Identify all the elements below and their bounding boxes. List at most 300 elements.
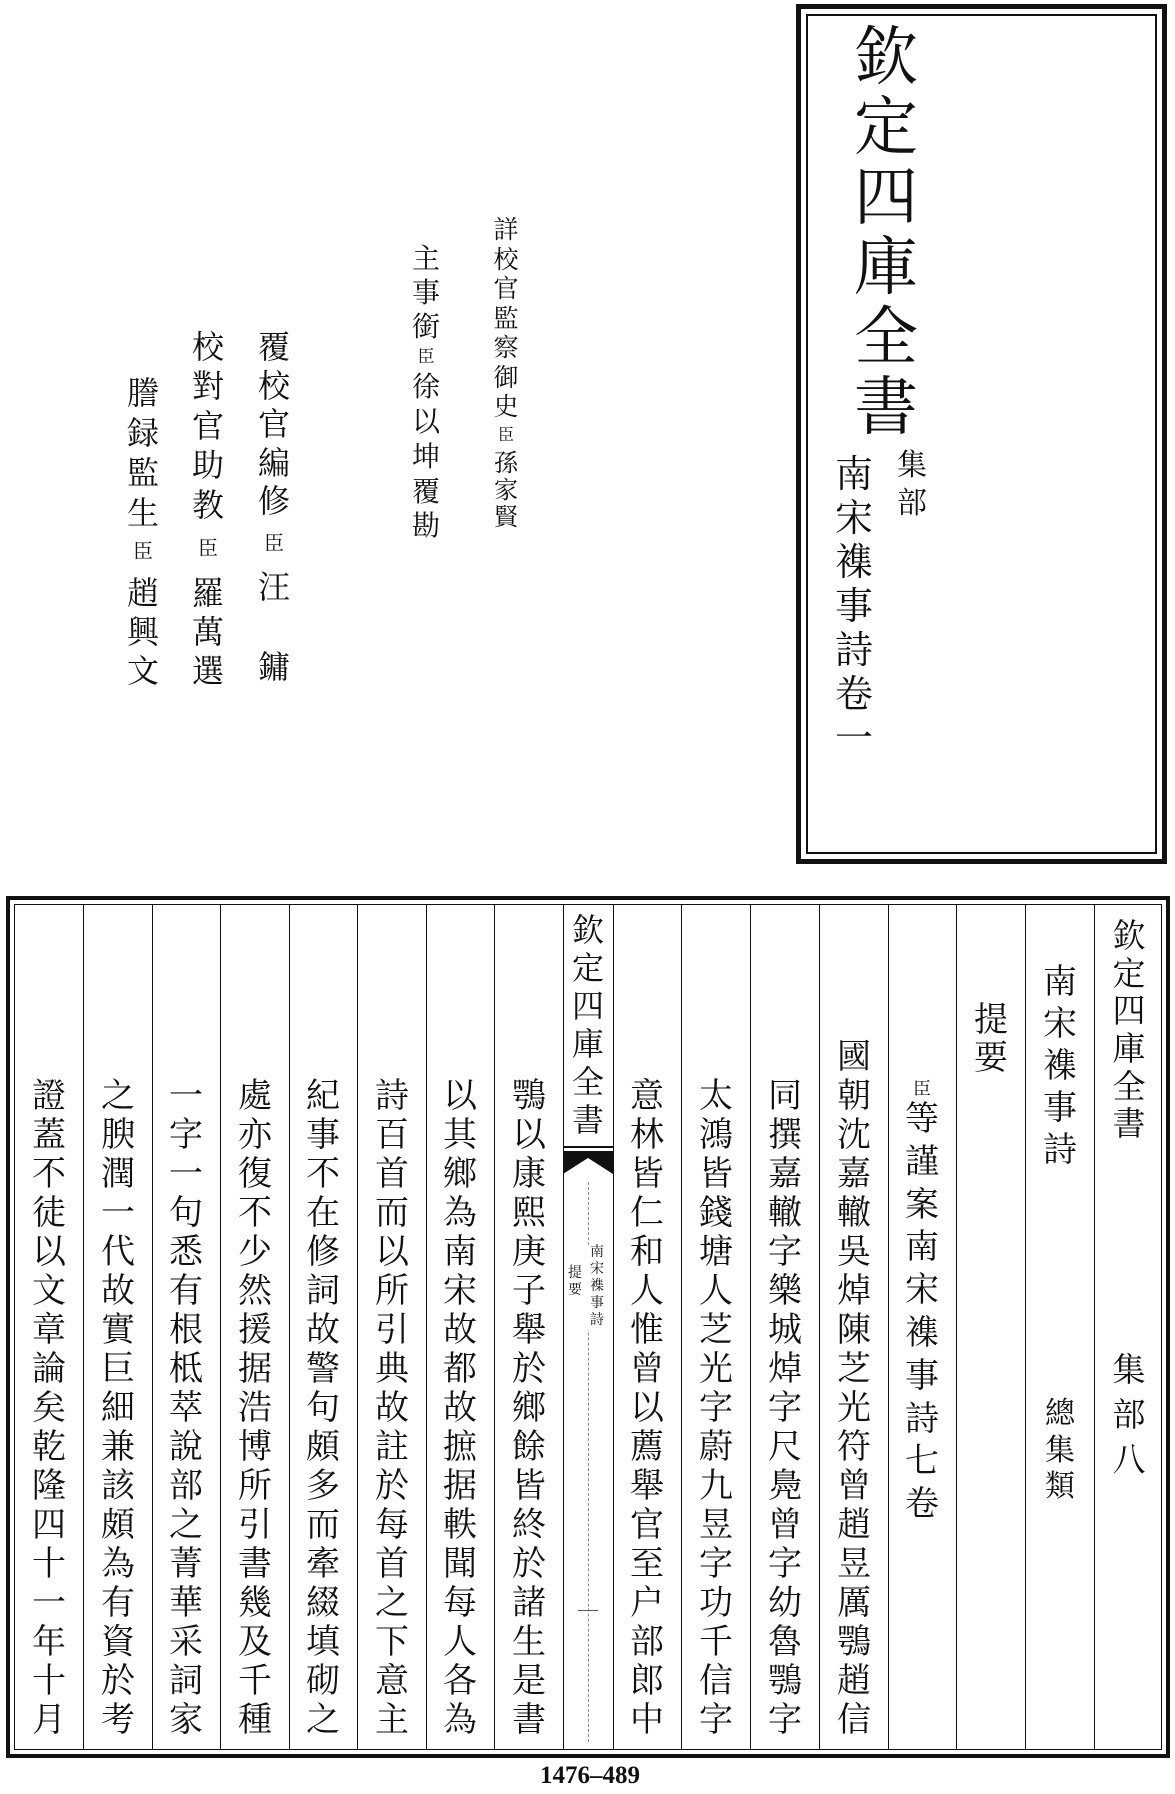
column-rule — [83, 904, 84, 1750]
glyph: 集 — [1112, 1350, 1146, 1389]
glyph: 千 — [238, 1661, 272, 1701]
glyph: 要 — [568, 1282, 582, 1298]
glyph: 句 — [306, 1388, 340, 1428]
glyph: 字 — [169, 1115, 203, 1155]
glyph: 以 — [443, 1076, 477, 1116]
text-line — [298, 1076, 348, 1742]
glyph: 覆 — [411, 475, 440, 508]
glyph: 八 — [1112, 1440, 1146, 1479]
glyph: 曾 — [837, 1466, 871, 1506]
glyph: 之 — [101, 1076, 135, 1116]
glyph: 之 — [306, 1700, 340, 1740]
glyph: 南 — [443, 1232, 477, 1272]
glyph: 提 — [974, 1000, 1008, 1040]
credit-role — [407, 242, 445, 347]
glyph: 有 — [169, 1271, 203, 1311]
glyph: 中 — [630, 1700, 664, 1740]
glyph: 故 — [306, 1310, 340, 1350]
glyph: 覆 — [257, 328, 290, 366]
glyph: 意 — [375, 1661, 409, 1701]
glyph: 焯 — [768, 1349, 802, 1389]
glyph: 鄉 — [512, 1388, 546, 1428]
glyph: 詞 — [169, 1661, 203, 1701]
glyph: 仁 — [630, 1193, 664, 1233]
credit-chen — [494, 427, 518, 449]
glyph: 事 — [590, 1295, 604, 1311]
glyph: 諸 — [512, 1583, 546, 1623]
glyph: 牽 — [306, 1544, 340, 1584]
glyph: 生 — [126, 494, 159, 532]
glyph: 舉 — [512, 1310, 546, 1350]
glyph: 選 — [191, 652, 224, 690]
glyph: 書 — [1112, 1104, 1146, 1144]
glyph: 博 — [238, 1427, 272, 1467]
glyph: 定 — [1112, 953, 1146, 993]
glyph: 校 — [191, 328, 224, 366]
glyph: 月 — [32, 1700, 66, 1740]
text-line — [230, 1076, 280, 1742]
glyph: 都 — [443, 1349, 477, 1389]
tiyao-subcategory — [1035, 1396, 1085, 1509]
glyph: 詞 — [306, 1271, 340, 1311]
text-line — [93, 1076, 143, 1742]
glyph: 復 — [238, 1154, 272, 1194]
glyph: 實 — [101, 1310, 135, 1350]
glyph: 臣 — [133, 539, 153, 563]
glyph: 撰 — [768, 1115, 802, 1155]
glyph: 字 — [768, 1232, 802, 1272]
glyph: 不 — [306, 1154, 340, 1194]
glyph: 之 — [375, 1583, 409, 1623]
glyph: 事 — [834, 584, 873, 628]
glyph: 菁 — [169, 1544, 203, 1584]
glyph: 多 — [306, 1466, 340, 1506]
glyph: 意 — [630, 1076, 664, 1116]
glyph: 兼 — [101, 1427, 135, 1467]
column-rule — [426, 904, 427, 1750]
glyph: 字 — [699, 1700, 733, 1740]
glyph: 以 — [375, 1232, 409, 1272]
glyph: 欽 — [854, 21, 918, 95]
title-page-main-title — [844, 21, 928, 446]
glyph: 國 — [837, 1037, 871, 1077]
glyph: 官 — [257, 405, 290, 443]
glyph: 芝 — [699, 1310, 733, 1350]
glyph: 焯 — [837, 1271, 871, 1311]
glyph: 句 — [169, 1193, 203, 1233]
glyph: 据 — [443, 1466, 477, 1506]
credit-role — [252, 328, 296, 524]
glyph: 趙 — [837, 1661, 871, 1701]
text-line — [622, 1076, 672, 1742]
glyph: 皆 — [512, 1466, 546, 1506]
glyph: 樂 — [768, 1271, 802, 1311]
glyph: 陳 — [837, 1310, 871, 1350]
text-line — [691, 1076, 741, 1742]
banxin-section — [566, 1266, 584, 1300]
glyph: 家 — [494, 476, 518, 504]
glyph: 南 — [590, 1244, 604, 1260]
tiyao-category — [1104, 1350, 1154, 1488]
glyph: 生 — [512, 1622, 546, 1662]
glyph: 全 — [1112, 1066, 1146, 1106]
glyph: 轍 — [768, 1193, 802, 1233]
glyph: 監 — [493, 303, 519, 333]
glyph: 主 — [375, 1700, 409, 1740]
glyph: 人 — [699, 1271, 733, 1311]
glyph: 以 — [630, 1388, 664, 1428]
fish-tail-mark — [563, 1146, 613, 1176]
glyph: 九 — [699, 1466, 733, 1506]
glyph: 符 — [837, 1427, 871, 1467]
glyph: 所 — [375, 1271, 409, 1311]
glyph: 字 — [768, 1544, 802, 1584]
glyph: 腴 — [101, 1115, 135, 1155]
glyph: 華 — [169, 1583, 203, 1623]
glyph: 柢 — [169, 1349, 203, 1389]
column-rule — [357, 904, 358, 1750]
glyph: 軼 — [443, 1505, 477, 1545]
glyph: 事 — [905, 1355, 939, 1396]
glyph: 警 — [306, 1349, 340, 1389]
glyph: 臣 — [913, 1079, 931, 1100]
glyph: 引 — [375, 1310, 409, 1350]
glyph: 趙 — [126, 574, 159, 612]
credit-name — [407, 370, 445, 478]
glyph: 萬 — [191, 613, 224, 651]
glyph: 宋 — [1043, 1004, 1077, 1044]
glyph: 種 — [238, 1700, 272, 1740]
column-rule — [681, 904, 682, 1750]
glyph: 賢 — [494, 503, 518, 531]
glyph: 潤 — [101, 1154, 135, 1194]
glyph: 欽 — [571, 911, 604, 949]
glyph: 察 — [493, 333, 519, 362]
credit-name — [121, 574, 165, 694]
glyph: 於 — [512, 1349, 546, 1389]
glyph: 嘉 — [768, 1154, 802, 1194]
column-rule — [750, 904, 751, 1750]
tiyao-book-title — [1035, 962, 1085, 1175]
glyph: 細 — [101, 1388, 135, 1428]
column-rule — [1025, 904, 1026, 1750]
glyph: 各 — [443, 1661, 477, 1701]
glyph: 惟 — [630, 1310, 664, 1350]
title-page-volume-title — [829, 452, 879, 763]
glyph: 處 — [238, 1076, 272, 1116]
glyph: 蔚 — [699, 1427, 733, 1467]
glyph: 户 — [630, 1583, 664, 1623]
glyph: 之 — [169, 1505, 203, 1545]
glyph: 四 — [854, 161, 918, 235]
glyph: 以 — [512, 1115, 546, 1155]
glyph: 孫 — [494, 449, 518, 477]
glyph: 集 — [897, 448, 927, 483]
glyph: 幼 — [768, 1583, 802, 1623]
glyph: 臣 — [497, 425, 514, 444]
credit-suffix — [407, 475, 445, 546]
glyph: 集 — [1045, 1432, 1075, 1468]
glyph: 勘 — [411, 509, 440, 542]
glyph: 代 — [101, 1232, 135, 1272]
glyph: 十 — [32, 1661, 66, 1701]
glyph: 書 — [512, 1700, 546, 1740]
glyph: 詩 — [590, 1312, 604, 1328]
glyph: 聞 — [443, 1544, 477, 1584]
glyph: 采 — [169, 1622, 203, 1662]
banxin-title — [565, 911, 611, 1142]
glyph: 皆 — [630, 1154, 664, 1194]
glyph: 宋 — [590, 1261, 604, 1277]
glyph: 事 — [411, 276, 440, 309]
glyph: 故 — [443, 1388, 477, 1428]
glyph: 而 — [375, 1193, 409, 1233]
glyph: 史 — [493, 392, 519, 421]
credit-name — [489, 451, 523, 532]
credit-role — [186, 328, 230, 528]
glyph: 林 — [630, 1115, 664, 1155]
glyph: 教 — [191, 485, 224, 524]
glyph: 四 — [1112, 991, 1146, 1031]
glyph: 子 — [512, 1271, 546, 1311]
glyph: 光 — [699, 1349, 733, 1389]
glyph: 舉 — [630, 1466, 664, 1506]
glyph: 典 — [375, 1349, 409, 1389]
glyph: 七 — [905, 1441, 939, 1482]
glyph: 詩 — [1043, 1130, 1077, 1170]
glyph: 錢 — [699, 1193, 733, 1233]
glyph: 資 — [101, 1622, 135, 1662]
glyph: 襍 — [1043, 1046, 1077, 1086]
glyph: 曾 — [768, 1505, 802, 1545]
glyph: 南 — [834, 452, 873, 496]
glyph: 部 — [630, 1622, 664, 1662]
glyph: 据 — [238, 1349, 272, 1389]
glyph: 興 — [126, 613, 159, 651]
glyph: 坤 — [411, 440, 440, 473]
glyph: 家 — [169, 1700, 203, 1740]
glyph: 千 — [699, 1622, 733, 1662]
glyph: 徐 — [411, 370, 440, 403]
glyph: 官 — [630, 1505, 664, 1545]
glyph: 字 — [768, 1388, 802, 1428]
glyph: 蓋 — [32, 1115, 66, 1155]
glyph: 城 — [768, 1310, 802, 1350]
title-page-section — [892, 448, 932, 527]
glyph: 修 — [257, 482, 290, 520]
glyph: 同 — [768, 1076, 802, 1116]
glyph: 全 — [571, 1063, 604, 1101]
glyph: 等 — [905, 1099, 939, 1139]
glyph: 砌 — [306, 1661, 340, 1701]
glyph: 字 — [699, 1544, 733, 1584]
glyph: 卷 — [905, 1484, 939, 1525]
glyph: 字 — [699, 1388, 733, 1428]
glyph: 該 — [101, 1466, 135, 1506]
glyph: 故 — [375, 1388, 409, 1428]
glyph: 校 — [257, 366, 290, 405]
glyph: 一 — [101, 1193, 135, 1233]
glyph: 康 — [512, 1154, 546, 1194]
glyph: 引 — [238, 1505, 272, 1545]
text-line — [504, 1076, 554, 1742]
glyph: 熙 — [512, 1193, 546, 1233]
credit-chen — [260, 533, 288, 563]
glyph: 少 — [238, 1232, 272, 1272]
glyph: 轍 — [837, 1193, 871, 1233]
glyph: 部 — [169, 1466, 203, 1506]
glyph: 曾 — [630, 1349, 664, 1389]
glyph: 襍 — [834, 540, 873, 584]
glyph: 官 — [493, 274, 519, 303]
glyph: 幾 — [238, 1583, 272, 1623]
glyph: 欽 — [1112, 916, 1146, 955]
glyph: 亦 — [238, 1115, 272, 1155]
glyph: 然 — [238, 1271, 272, 1311]
glyph: 浩 — [238, 1388, 272, 1428]
glyph: 一 — [169, 1154, 203, 1194]
tiyao-header-title — [1104, 916, 1154, 1145]
glyph: 人 — [443, 1622, 477, 1662]
glyph: 信 — [837, 1700, 871, 1740]
column-rule — [888, 904, 889, 1750]
glyph: 有 — [101, 1583, 135, 1623]
glyph: 和 — [630, 1232, 664, 1272]
glyph: 於 — [512, 1544, 546, 1584]
tiyao-opening-text — [897, 1099, 947, 1530]
glyph: 論 — [32, 1349, 66, 1389]
glyph: 庫 — [1112, 1029, 1146, 1069]
glyph: 詩 — [834, 628, 873, 672]
glyph: 頗 — [101, 1505, 135, 1545]
glyph: 首 — [375, 1544, 409, 1584]
column-rule — [220, 904, 221, 1750]
banxin-edge — [563, 904, 564, 1750]
glyph: 宋 — [443, 1271, 477, 1311]
glyph: 乾 — [32, 1427, 66, 1467]
glyph: 類 — [1045, 1469, 1075, 1504]
glyph: 吳 — [837, 1232, 871, 1272]
glyph: 為 — [443, 1700, 477, 1740]
glyph: 庫 — [854, 231, 918, 305]
glyph: 四 — [571, 987, 604, 1025]
glyph: 悉 — [169, 1232, 203, 1272]
glyph: 矣 — [32, 1388, 66, 1428]
column-rule — [819, 904, 820, 1750]
glyph: 南 — [1043, 962, 1077, 1002]
credit-role — [489, 217, 523, 424]
glyph: 鏞 — [257, 648, 290, 686]
glyph: 巨 — [101, 1349, 135, 1389]
glyph: 薦 — [630, 1427, 664, 1467]
glyph: 鳧 — [768, 1466, 802, 1506]
glyph: 為 — [443, 1193, 477, 1233]
glyph: 徒 — [32, 1193, 66, 1233]
glyph: 修 — [306, 1232, 340, 1272]
glyph: 信 — [699, 1661, 733, 1701]
glyph: 百 — [375, 1115, 409, 1155]
glyph: 昱 — [837, 1544, 871, 1584]
glyph: 詳 — [493, 215, 519, 244]
text-line — [829, 1037, 879, 1742]
glyph: 要 — [974, 1038, 1008, 1078]
glyph: 證 — [32, 1076, 66, 1116]
glyph: 而 — [306, 1505, 340, 1545]
glyph: 隆 — [32, 1466, 66, 1506]
glyph: 監 — [126, 454, 159, 492]
glyph: 朝 — [837, 1076, 871, 1116]
glyph: 首 — [375, 1154, 409, 1194]
text-line — [161, 1076, 211, 1742]
glyph: 書 — [854, 371, 918, 445]
glyph: 及 — [238, 1622, 272, 1662]
glyph: 羅 — [191, 574, 224, 612]
column-rule — [289, 904, 290, 1750]
glyph: 録 — [126, 414, 159, 452]
glyph: 一 — [169, 1076, 203, 1116]
glyph: 鴻 — [699, 1115, 733, 1155]
glyph: 全 — [854, 301, 918, 375]
glyph: 定 — [571, 949, 604, 987]
credit-role — [121, 374, 165, 537]
glyph: 嘉 — [837, 1154, 871, 1194]
column-rule — [956, 904, 957, 1750]
glyph: 宋 — [905, 1270, 939, 1311]
glyph: 校 — [493, 244, 519, 274]
glyph: 臣 — [417, 347, 435, 367]
glyph: 庚 — [512, 1232, 546, 1272]
glyph: 芝 — [837, 1349, 871, 1389]
glyph: 魯 — [768, 1622, 802, 1662]
glyph: 趙 — [837, 1505, 871, 1545]
glyph: 編 — [257, 443, 290, 482]
glyph: 庫 — [571, 1025, 604, 1063]
glyph: 文 — [32, 1271, 66, 1311]
glyph: 至 — [630, 1544, 664, 1584]
glyph: 對 — [191, 367, 224, 406]
glyph: 於 — [375, 1466, 409, 1506]
glyph: 書 — [238, 1544, 272, 1584]
glyph: 說 — [169, 1427, 203, 1467]
glyph: 一 — [834, 716, 873, 760]
glyph: 事 — [1043, 1088, 1077, 1128]
glyph: 紀 — [306, 1076, 340, 1116]
tiyao-heading — [966, 1000, 1016, 1079]
glyph: 銜 — [411, 310, 440, 343]
text-line — [435, 1076, 485, 1742]
glyph: 總 — [1045, 1396, 1075, 1431]
glyph: 昱 — [699, 1505, 733, 1545]
glyph: 謄 — [126, 374, 159, 412]
glyph: 汪 — [257, 568, 290, 606]
glyph: 每 — [375, 1505, 409, 1545]
credit-name — [186, 574, 230, 694]
glyph: 提 — [568, 1265, 582, 1281]
banxin-book — [588, 1245, 606, 1330]
glyph: 頗 — [306, 1427, 340, 1467]
glyph: 光 — [837, 1388, 871, 1428]
glyph: 以 — [32, 1232, 66, 1272]
glyph: 填 — [306, 1622, 340, 1662]
glyph: 鶚 — [512, 1076, 546, 1116]
glyph: 考 — [101, 1700, 135, 1740]
glyph: 援 — [238, 1310, 272, 1350]
glyph: 太 — [699, 1076, 733, 1116]
glyph: 每 — [443, 1583, 477, 1623]
glyph: 厲 — [837, 1583, 871, 1623]
glyph: 人 — [630, 1271, 664, 1311]
glyph: 於 — [101, 1661, 135, 1701]
